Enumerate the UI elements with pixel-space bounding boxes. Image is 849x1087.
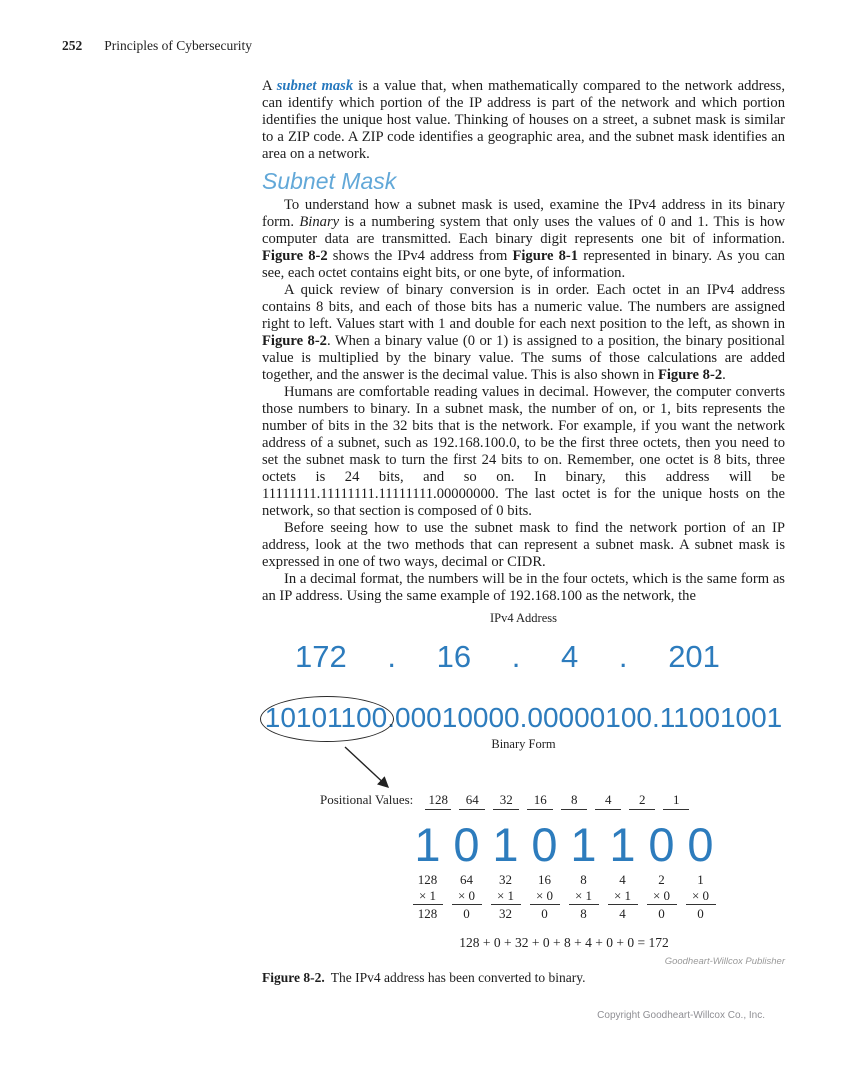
- positional-value: 1: [663, 792, 689, 810]
- octet-separator: .: [618, 639, 628, 674]
- multiplicand: 8: [580, 872, 587, 887]
- octet-separator: .: [511, 639, 521, 674]
- decimal-octet: 172: [295, 639, 347, 674]
- bit-digit: 1: [570, 818, 597, 871]
- body-paragraph: Humans are comfortable reading values in decimal. However, the computer converts those numbers to binary. In a subnet mask, the number of on, or 1, bits represents the number of bits in the 32 bits that is the network. For example, if you want the network address of a subnet, such as 192.168.100.0, to be the first three octets, then you need to set the subnet mask to turn the first 24 bits to on. Remember, one octet is 8 bits, three octets is 24 bits, and so on. In binary, this address will be 11111111.11111111.11111111.00000000. The last octet is for the unique hosts on the network, so that section is composed of 0 bits.: [262, 384, 785, 519]
- figure-credit: Goodheart-Willcox Publisher: [664, 956, 785, 967]
- multiplier: × 0: [647, 888, 677, 905]
- product: 8: [580, 906, 587, 921]
- octet-separator: .: [387, 639, 396, 674]
- binary-octet: 10101100: [264, 702, 388, 733]
- positional-value: 16: [527, 792, 553, 810]
- positional-values-label: Positional Values:: [320, 792, 414, 807]
- text-column: [262, 78, 785, 1021]
- bit-column: [408, 820, 447, 921]
- caption-label: Figure 8-2.: [262, 970, 325, 985]
- multiplier: × 0: [530, 888, 560, 905]
- binary-octet: 11001001: [659, 702, 783, 733]
- figure-title: IPv4 Address: [489, 611, 558, 625]
- positional-values-row: [320, 792, 785, 810]
- bit-column: [564, 820, 603, 921]
- caption-text: The IPv4 address has been converted to binary.: [330, 970, 586, 985]
- bit-column: [681, 820, 720, 921]
- positional-value: 32: [493, 792, 519, 810]
- multiplier: × 0: [452, 888, 482, 905]
- multiplicand: 64: [460, 872, 473, 887]
- bit-columns: [408, 820, 720, 921]
- bit-digit: 0: [453, 818, 480, 871]
- binary-address-row: [262, 701, 785, 735]
- octet-separator: .: [651, 702, 660, 733]
- body-paragraph: A quick review of binary conversion is in order. Each octet in an IPv4 address contains 8 bits, and each of those bits has a numeric value. The numbers are assigned right to left. Values start with 1 and double for each next position to the left, as shown in Figure 8-2. When a binary value (0 or 1) is assigned to a position, the binary positional value is multiplied by the binary value. The sums of those calculations are added together, and the answer is the decimal value. This is also shown in Figure 8-2.: [262, 282, 785, 383]
- product: 0: [697, 906, 704, 921]
- binary-math-block: [408, 820, 720, 921]
- binary-form-label: Binary Form: [491, 737, 556, 751]
- bit-digit: 0: [648, 818, 675, 871]
- body-paragraph: Before seeing how to use the subnet mask to find the network portion of an IP address, look at the two methods that can represent a subnet mask. A subnet mask is expressed in one of two ways, decimal or CIDR.: [262, 520, 785, 570]
- bit-digit: 1: [609, 818, 636, 871]
- bit-digit: 1: [492, 818, 519, 871]
- bit-digit: 0: [531, 818, 558, 871]
- positional-value: 4: [595, 792, 621, 810]
- bit-column: [642, 820, 681, 921]
- intro-paragraph: A subnet mask is a value that, when mathematically compared to the network address, can identify which portion of the IP address is part of the network and which portion identifies the unique host value. Thinking of houses on a street, a subnet mask is similar to a ZIP code. A ZIP code identifies a geographic area, and the subnet mask identifies an area on a network.: [262, 78, 786, 162]
- multiplier: × 1: [491, 888, 521, 905]
- sum-equation: 128 + 0 + 32 + 0 + 8 + 4 + 0 + 0 = 172: [459, 935, 669, 950]
- body-paragraph: To understand how a subnet mask is used, examine the IPv4 address in its binary form. Binary is a numbering system that only uses the values of 0 and 1. This is how computer data are transmitted. Each binary digit represents one bit of information. Figure 8-2 shows the IPv4 address from Figure 8-1 represented in binary. As you can see, each octet contains eight bits, or one byte, of information.: [262, 197, 785, 281]
- bit-digit: 0: [687, 818, 714, 871]
- positional-value: 128: [425, 792, 451, 810]
- multiplier: × 0: [686, 888, 716, 905]
- product: 0: [658, 906, 665, 921]
- multiplicand: 16: [538, 872, 551, 887]
- figure-8-2: [262, 611, 785, 986]
- binary-octet: 00010000: [395, 702, 520, 733]
- multiplier: × 1: [608, 888, 638, 905]
- body-paragraph: In a decimal format, the numbers will be in the four octets, which is the same form as an IP address. Using the same example of 192.168.100 as the network, the: [262, 571, 785, 604]
- product: 0: [541, 906, 548, 921]
- decimal-address-row: [295, 639, 720, 675]
- page-number: 252: [62, 38, 83, 53]
- section-heading: Subnet Mask: [262, 168, 397, 194]
- book-title: Principles of Cybersecurity: [104, 38, 252, 53]
- bit-column: [603, 820, 642, 921]
- multiplier: × 1: [569, 888, 599, 905]
- bit-column: [486, 820, 525, 921]
- figure-caption: [262, 970, 785, 986]
- decimal-octet: 4: [561, 639, 579, 674]
- multiplicand: 32: [499, 872, 512, 887]
- octet-separator: .: [519, 702, 528, 733]
- positional-value: 64: [459, 792, 485, 810]
- octet-separator: .: [387, 702, 396, 733]
- binary-octet: 00000100: [527, 702, 652, 733]
- multiplicand: 128: [417, 872, 438, 887]
- decimal-octet: 201: [668, 639, 720, 674]
- product: 32: [499, 906, 512, 921]
- decimal-octet: 16: [436, 639, 472, 674]
- bit-column: [525, 820, 564, 921]
- bit-column: [447, 820, 486, 921]
- product: 0: [463, 906, 470, 921]
- product: 128: [417, 906, 438, 921]
- binary-octet-highlighted: [265, 701, 388, 735]
- multiplicand: 1: [697, 872, 704, 887]
- positional-value: 8: [561, 792, 587, 810]
- running-head: [62, 38, 252, 54]
- multiplier: × 1: [413, 888, 443, 905]
- product: 4: [619, 906, 626, 921]
- positional-value: 2: [629, 792, 655, 810]
- footer-copyright: Copyright Goodheart-Willcox Co., Inc.: [597, 1010, 765, 1021]
- multiplicand: 4: [619, 872, 626, 887]
- multiplicand: 2: [658, 872, 665, 887]
- bit-digit: 1: [414, 818, 441, 871]
